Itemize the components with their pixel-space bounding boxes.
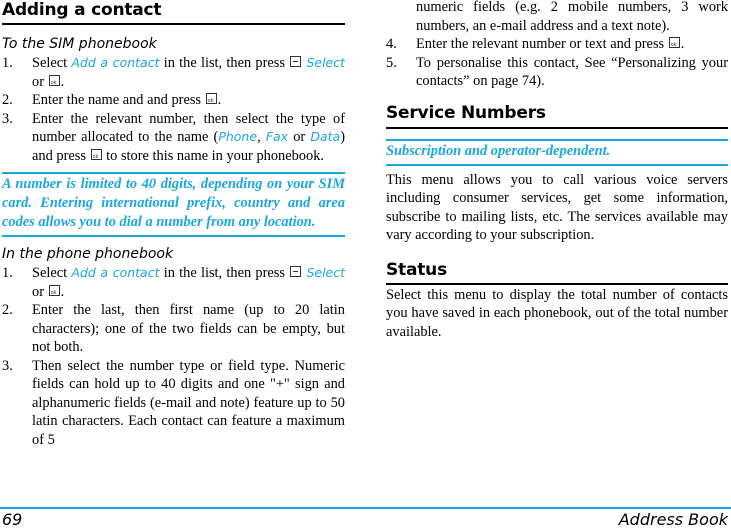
list-item xyxy=(2,264,345,301)
step-text: Select xyxy=(32,55,72,71)
ok-key-icon xyxy=(669,37,680,48)
list-item xyxy=(2,301,345,357)
title-rule xyxy=(2,23,345,25)
list-item xyxy=(2,91,345,110)
step-text: ) and press xyxy=(32,129,345,164)
note-box-operator: Subscription and operator-dependent. xyxy=(386,139,728,166)
step-text: or xyxy=(288,129,311,145)
subheading-phone-phonebook: In the phone phonebook xyxy=(2,246,174,262)
ui-term-add-contact: Add a contact xyxy=(71,265,160,280)
ui-term-add-contact: Add a contact xyxy=(71,55,160,70)
step-number: 5. xyxy=(386,54,397,71)
step-text: Enter the last, then first name (up to 20 latin characters); one of the two fields can be empty, but not both. xyxy=(32,302,345,355)
section-title-status: Status xyxy=(386,259,447,280)
list-item xyxy=(386,54,728,91)
step-text: Then select the number type or field type. Numeric fields can hold up to 40 digits and one "+" sign and alphanumeric fields (e-mail and note) feature up to 50 latin characters. Each contact can feature a maximum of 5 xyxy=(32,357,345,448)
step-text: or xyxy=(32,73,48,90)
minus-key-icon xyxy=(290,56,301,67)
step-text: To personalise this contact, See “Personalizing your contacts” on page 74). xyxy=(416,54,728,89)
ui-term-select: Select xyxy=(306,265,345,280)
step-number: 3. xyxy=(2,357,13,374)
title-rule xyxy=(386,283,728,285)
step-text: Enter the relevant number or text and press xyxy=(416,36,668,52)
step-text: , xyxy=(257,129,266,145)
note-box: A number is limited to 40 digits, depending on your SIM card. Entering international prefix, country and area codes allows you to dial a number from any location. xyxy=(2,172,345,237)
right-column xyxy=(386,0,728,341)
step-text: . xyxy=(680,36,685,52)
step-text: Enter the name and and press xyxy=(32,92,205,108)
status-body: Select this menu to display the total number of contacts you have saved in each phonebook, out of the total number available. xyxy=(386,286,728,340)
step-text: . xyxy=(60,283,65,300)
ui-term-select: Select xyxy=(306,55,345,70)
step-number: 4. xyxy=(386,36,397,52)
ui-term-phone: Phone xyxy=(218,129,258,144)
service-numbers-body: This menu allows you to call various voice servers including consumer services, get some information, subscribe to mailing lists, etc. The services available may vary according to your subscription. xyxy=(386,171,728,243)
left-column xyxy=(2,0,345,449)
step-number: 2. xyxy=(2,302,13,318)
step-text: in the list, then press xyxy=(159,265,290,281)
section-title-service-numbers: Service Numbers xyxy=(386,102,546,123)
ok-key-icon xyxy=(49,75,60,86)
sim-steps-list xyxy=(2,54,345,165)
step-text: . xyxy=(60,73,65,90)
step-text: . xyxy=(217,92,222,108)
footer-rule xyxy=(0,507,731,509)
step-text: Select xyxy=(32,265,72,281)
list-item xyxy=(386,35,728,54)
continued-steps-list xyxy=(386,35,728,91)
step-number: 3. xyxy=(2,110,13,127)
ui-term-fax: Fax xyxy=(265,129,289,144)
step-number: 1. xyxy=(2,265,13,281)
subheading-sim-phonebook: To the SIM phonebook xyxy=(2,36,157,52)
step-text: to store this name in your phonebook. xyxy=(102,147,324,164)
list-item xyxy=(2,357,345,450)
ok-key-icon xyxy=(206,93,217,104)
ok-key-icon xyxy=(91,149,102,160)
step-text: or xyxy=(32,283,48,300)
phone-steps-list xyxy=(2,264,345,449)
step-text: in the list, then press xyxy=(159,55,290,71)
ok-key-icon xyxy=(49,285,60,296)
section-title-adding-contact: Adding a contact xyxy=(2,0,162,20)
step-number: 2. xyxy=(2,92,13,108)
page-number: 69 xyxy=(2,510,23,529)
ui-term-data: Data xyxy=(310,129,341,144)
step-text: Enter the relevant number, then select the type of number allocated to the name ( xyxy=(32,110,345,145)
minus-key-icon xyxy=(290,266,301,277)
list-item xyxy=(2,54,345,91)
title-rule xyxy=(386,127,728,129)
list-item xyxy=(2,110,345,166)
continued-text: numeric fields (e.g. 2 mobile numbers, 3 work numbers, an e-mail address and a text note). xyxy=(416,0,728,34)
chapter-title: Address Book xyxy=(618,510,728,529)
step-number: 1. xyxy=(2,55,13,71)
